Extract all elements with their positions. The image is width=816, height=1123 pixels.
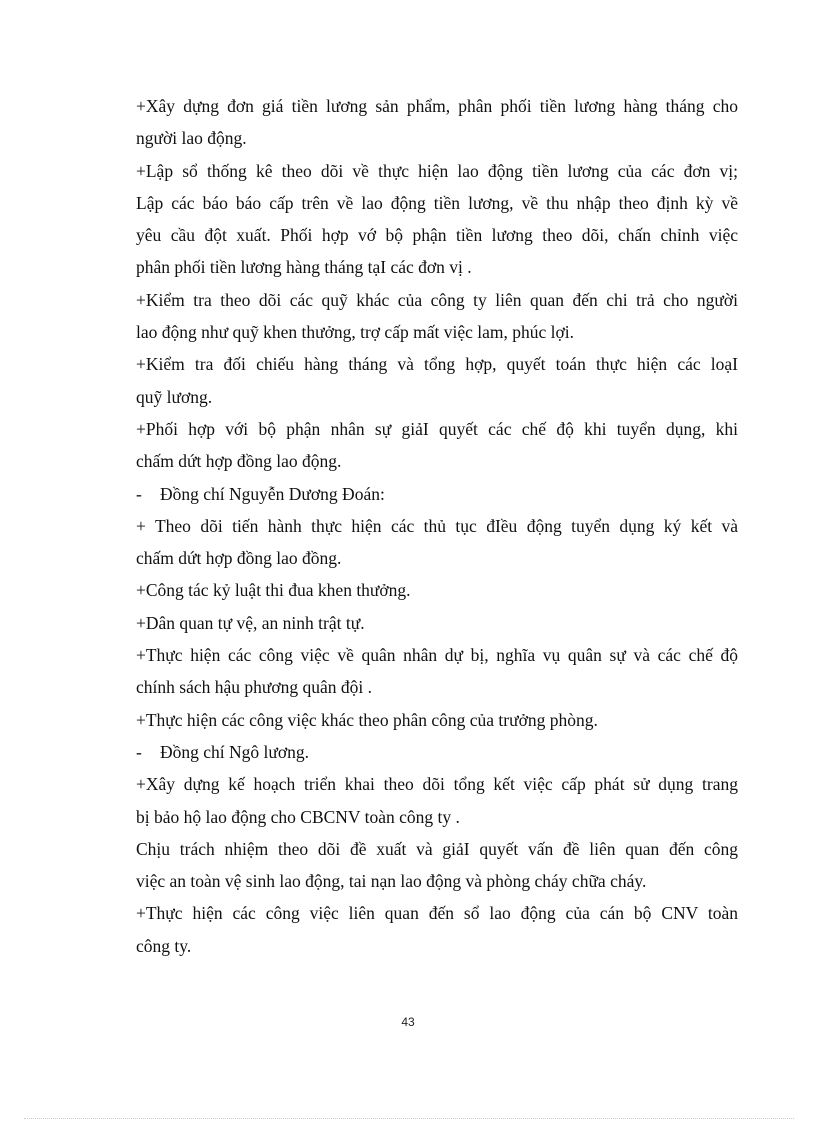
text-line: +Kiểm tra đối chiếu hàng tháng và tổng hợp, quyết toán thực hiện các loạI (136, 354, 738, 375)
section-heading-text: Đồng chí Nguyễn Dương Đoán: (160, 483, 385, 504)
text-line: +Lập sổ thống kê theo dõi về thực hiện lao động tiền lương của các đơn vị; (136, 160, 738, 181)
text-line: chấm dứt hợp đồng lao động. (136, 451, 342, 472)
text-line: +Xây dựng đơn giá tiền lương sản phẩm, phân phối tiền lương hàng tháng cho (136, 96, 738, 116)
text-line: + Theo dõi tiến hành thực hiện các thủ tục đIều động tuyển dụng ký kết và (136, 515, 738, 536)
section-heading (136, 736, 738, 768)
list-dash: - (136, 741, 142, 762)
text-line: +Kiểm tra theo dõi các quỹ khác của công ty liên quan đến chi trả cho người (136, 289, 738, 310)
text-line: việc an toàn vệ sinh lao động, tai nạn lao động và phòng cháy chữa cháy. (136, 871, 647, 892)
text-line: yêu cầu đột xuất. Phối hợp vớ bộ phận tiền lương theo dõi, chấn chỉnh việc (136, 225, 738, 246)
text-line: chấm dứt hợp đồng lao đồng. (136, 548, 342, 569)
text-line: Lập các báo báo cấp trên về lao động tiền lương, về thu nhập theo định kỳ về (136, 192, 738, 213)
text-line: bị bảo hộ lao động cho CBCNV toàn công ty . (136, 806, 460, 827)
text-line: phân phối tiền lương hàng tháng tạI các đơn vị . (136, 257, 472, 278)
text-line: +Công tác kỷ luật thi đua khen thưởng. (136, 580, 411, 601)
text-line: chính sách hậu phương quân đội . (136, 677, 372, 698)
text-line: +Dân quan tự vệ, an ninh trật tự. (136, 612, 365, 633)
page-bottom-rule (24, 1118, 794, 1119)
page-number: 43 (401, 1015, 415, 1029)
text-line: người lao động. (136, 128, 247, 149)
list-dash: - (136, 483, 142, 504)
text-line: +Phối hợp với bộ phận nhân sự giảI quyết các chế độ khi tuyển dụng, khi (136, 418, 738, 439)
text-line: công ty. (136, 935, 192, 956)
text-line: lao động như quỹ khen thưởng, trợ cấp mất việc lam, phúc lợi. (136, 322, 574, 343)
text-line: quỹ lương. (136, 386, 213, 407)
text-line: +Thực hiện các công việc về quân nhân dự bị, nghĩa vụ quân sự và các chế độ (136, 645, 738, 666)
text-line: +Xây dựng kế hoạch triển khai theo dõi tổng kết việc cấp phát sử dụng trang (136, 774, 738, 795)
section-heading (136, 478, 738, 510)
text-line: +Thực hiện các công việc liên quan đến sổ lao động của cán bộ CNV toàn (136, 903, 738, 924)
text-line: Chịu trách nhiệm theo dõi đề xuất và giảI quyết vấn đề liên quan đến công (136, 838, 738, 859)
document-body (136, 90, 738, 962)
text-line: +Thực hiện các công việc khác theo phân công của trưởng phòng. (136, 709, 598, 730)
section-heading-text: Đồng chí Ngô lương. (160, 741, 310, 762)
